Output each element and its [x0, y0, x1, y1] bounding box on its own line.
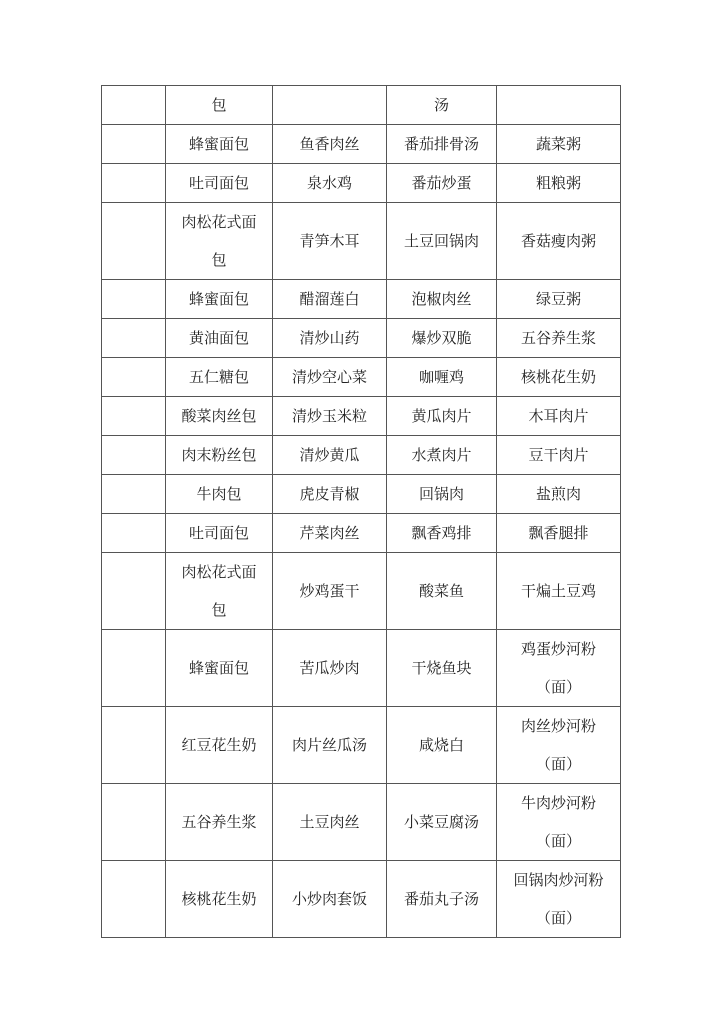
- table-cell: 盐煎肉: [497, 475, 621, 514]
- table-cell: [102, 514, 166, 553]
- table-row: [102, 280, 621, 319]
- table-cell: 青笋木耳: [273, 203, 387, 280]
- table-cell: 黄瓜肉片: [387, 397, 497, 436]
- table-row: [102, 553, 621, 630]
- table-cell: [102, 280, 166, 319]
- table-cell: 香菇瘦肉粥: [497, 203, 621, 280]
- table-cell: 回锅肉: [387, 475, 497, 514]
- table-row: [102, 203, 621, 280]
- table-cell: 肉末粉丝包: [166, 436, 273, 475]
- table-cell: 木耳肉片: [497, 397, 621, 436]
- table-cell: [102, 164, 166, 203]
- table-cell: 清炒玉米粒: [273, 397, 387, 436]
- table-cell: 粗粮粥: [497, 164, 621, 203]
- table-cell: 酸菜鱼: [387, 553, 497, 630]
- table-cell: 五仁糖包: [166, 358, 273, 397]
- table-cell: 小菜豆腐汤: [387, 784, 497, 861]
- table-cell: 飘香腿排: [497, 514, 621, 553]
- table-cell: 土豆肉丝: [273, 784, 387, 861]
- table-cell: [102, 630, 166, 707]
- table-cell: 五谷养生浆: [497, 319, 621, 358]
- table-cell: 汤: [387, 86, 497, 125]
- table-cell: 泉水鸡: [273, 164, 387, 203]
- table-cell: 飘香鸡排: [387, 514, 497, 553]
- table-cell: 苦瓜炒肉: [273, 630, 387, 707]
- table-cell: 牛肉炒河粉 （面）: [497, 784, 621, 861]
- table-cell: 核桃花生奶: [166, 861, 273, 938]
- table-cell: 番茄丸子汤: [387, 861, 497, 938]
- table-cell: 蜂蜜面包: [166, 125, 273, 164]
- table-cell: [102, 553, 166, 630]
- table-cell: 咸烧白: [387, 707, 497, 784]
- table-cell: [273, 86, 387, 125]
- table-row: [102, 784, 621, 861]
- table-row: [102, 86, 621, 125]
- table-cell: 鸡蛋炒河粉 （面）: [497, 630, 621, 707]
- table-row: [102, 630, 621, 707]
- table-cell: 牛肉包: [166, 475, 273, 514]
- table-cell: 黄油面包: [166, 319, 273, 358]
- table-cell: 包: [166, 86, 273, 125]
- table-cell: [102, 358, 166, 397]
- table-cell: 肉松花式面 包: [166, 203, 273, 280]
- table-cell: 炒鸡蛋干: [273, 553, 387, 630]
- table-cell: 蜂蜜面包: [166, 630, 273, 707]
- table-cell: [497, 86, 621, 125]
- table-cell: 小炒肉套饭: [273, 861, 387, 938]
- table-cell: 泡椒肉丝: [387, 280, 497, 319]
- table-cell: 虎皮青椒: [273, 475, 387, 514]
- table-row: [102, 861, 621, 938]
- table-cell: [102, 125, 166, 164]
- table-cell: 爆炒双脆: [387, 319, 497, 358]
- table-cell: [102, 203, 166, 280]
- table-cell: 红豆花生奶: [166, 707, 273, 784]
- table-cell: 豆干肉片: [497, 436, 621, 475]
- menu-table: [101, 85, 621, 938]
- table-cell: [102, 475, 166, 514]
- table-cell: 咖喱鸡: [387, 358, 497, 397]
- table-cell: 土豆回锅肉: [387, 203, 497, 280]
- table-row: [102, 436, 621, 475]
- table-row: [102, 514, 621, 553]
- table-cell: 清炒黄瓜: [273, 436, 387, 475]
- table-cell: [102, 861, 166, 938]
- table-cell: 绿豆粥: [497, 280, 621, 319]
- table-cell: 肉片丝瓜汤: [273, 707, 387, 784]
- table-cell: [102, 319, 166, 358]
- table-cell: [102, 397, 166, 436]
- table-cell: 番茄排骨汤: [387, 125, 497, 164]
- table-cell: 水煮肉片: [387, 436, 497, 475]
- table-row: [102, 707, 621, 784]
- table-cell: 鱼香肉丝: [273, 125, 387, 164]
- table-cell: [102, 784, 166, 861]
- table-cell: 回锅肉炒河粉 （面）: [497, 861, 621, 938]
- table-cell: 五谷养生浆: [166, 784, 273, 861]
- table-cell: 核桃花生奶: [497, 358, 621, 397]
- table-row: [102, 319, 621, 358]
- table-cell: 番茄炒蛋: [387, 164, 497, 203]
- table-cell: 吐司面包: [166, 164, 273, 203]
- table-cell: 醋溜莲白: [273, 280, 387, 319]
- table-row: [102, 164, 621, 203]
- table-cell: [102, 707, 166, 784]
- table-cell: 吐司面包: [166, 514, 273, 553]
- table-cell: 蜂蜜面包: [166, 280, 273, 319]
- table-cell: 干煸土豆鸡: [497, 553, 621, 630]
- table-cell: 蔬菜粥: [497, 125, 621, 164]
- table-row: [102, 397, 621, 436]
- table-cell: 肉丝炒河粉 （面）: [497, 707, 621, 784]
- table-cell: [102, 436, 166, 475]
- table-row: [102, 358, 621, 397]
- table-cell: 干烧鱼块: [387, 630, 497, 707]
- table-cell: 芹菜肉丝: [273, 514, 387, 553]
- table-row: [102, 475, 621, 514]
- table-cell: 清炒空心菜: [273, 358, 387, 397]
- table-cell: 酸菜肉丝包: [166, 397, 273, 436]
- table-cell: 肉松花式面 包: [166, 553, 273, 630]
- table-row: [102, 125, 621, 164]
- table-cell: [102, 86, 166, 125]
- table-cell: 清炒山药: [273, 319, 387, 358]
